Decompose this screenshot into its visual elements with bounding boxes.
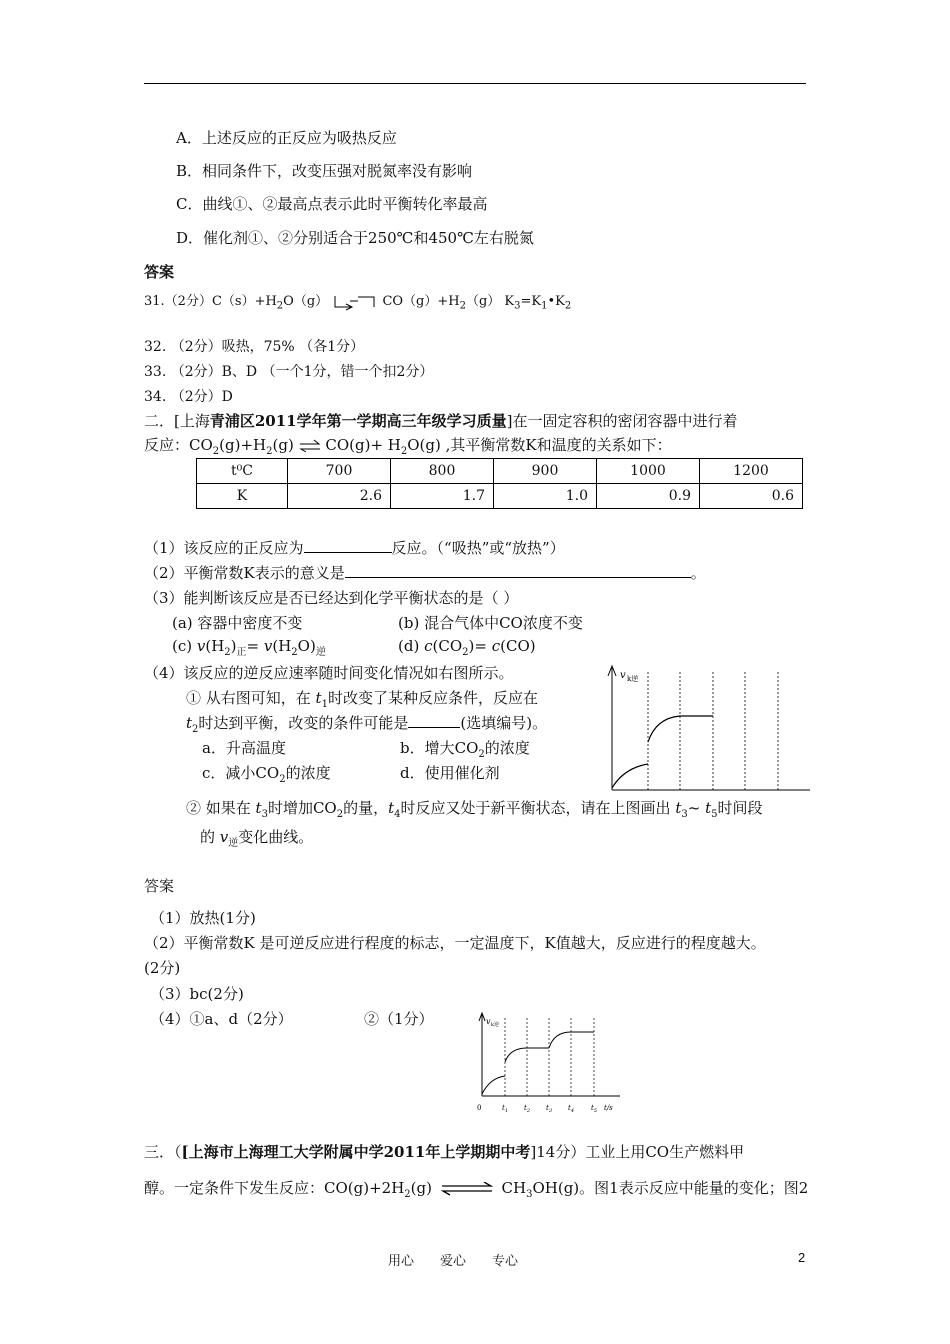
option-decrease-co2: c．减小$CO_2$的浓度 (202, 764, 331, 785)
table-row (197, 484, 803, 509)
equilibrium-constant-table (196, 458, 803, 509)
choice-d: (d) $c(CO_2)= c(CO)$ (398, 637, 536, 658)
table-cell: 800 (391, 459, 494, 484)
option-b: B．相同条件下，改变压强对脱氮率没有影响 (176, 162, 473, 180)
table-cell: 0.9 (597, 484, 700, 509)
question-2-4-part1: ① 从右图可知，在 $t_1$时改变了某种反应条件，反应在 (186, 689, 538, 710)
answer-34: 34. （2分）D (144, 389, 233, 405)
option-raise-temp: a．升高温度 (202, 739, 286, 757)
initial-curve (482, 1076, 505, 1094)
answer-33: 33. （2分）B、D （一个1分，错一个扣2分） (144, 364, 434, 380)
origin-label: 0 (477, 1104, 482, 1112)
table-row (197, 459, 803, 484)
answer-heading-2: 答案 (144, 877, 175, 895)
tick-t2: $t_2$ (524, 1104, 531, 1114)
question-2-4-part2: ② 如果在 $t_3$时增加$CO_2$的量，$t_4$时反应又处于新平衡状态，请在上图画出 $t_3\sim$ $t_5$时间段 (186, 799, 763, 820)
answer-2-3: （3）bc(2分) (150, 985, 244, 1003)
tick-t5: $t_5$ (591, 1104, 598, 1114)
answer-2-2: （2）平衡常数K 是可逆反应进行程度的标志，一定温度下，K值越大，反应进行的程度越大。 (144, 934, 766, 952)
option-a: A．上述反应的正反应为吸热反应 (176, 129, 397, 147)
answer-2-4: （4）①a、d（2分） (150, 1010, 293, 1028)
equilibrium-arrow-icon (332, 293, 378, 311)
option-increase-co2: b．增大$CO_2$的浓度 (400, 739, 530, 760)
answer-31: 31.（2分）$C(s)+H_2O(g)$ $CO(g)+H_2(g)$ $K_3=K_1•K_2$ (144, 294, 572, 312)
x-axis-label: t/s (604, 1104, 613, 1112)
question-3-reaction: 醇。一定条件下发生反应：$CO(g)+2H_2(g)$ $CH_3OH(g)$。图1表示反应中能量的变化；图2 (144, 1179, 809, 1200)
question-2-4: （4）该反应的逆反应速率随时间变化情况如右图所示。 (144, 664, 514, 682)
tick-t1: $t_1$ (502, 1104, 509, 1114)
y-axis-label-sub: k逆 (627, 675, 639, 683)
option-catalyst: d．使用催化剂 (400, 764, 500, 782)
choice-b: (b) 混合气体中CO浓度不变 (398, 614, 583, 632)
third-curve (549, 1032, 594, 1048)
answer-velocity-time-graph (470, 1010, 630, 1122)
table-cell: 900 (494, 459, 597, 484)
answer-32: 32. （2分）吸热，75% （各1分） (144, 339, 365, 355)
equilibrium-arrows-icon (441, 1182, 493, 1196)
table-cell: 1.0 (494, 484, 597, 509)
time-gridlines (505, 1018, 594, 1096)
tick-t3: $t_3$ (546, 1104, 553, 1114)
question-2-reaction: 反应：$CO_2(g)+H_2(g)$ $CO(g)+ H_2O(g)$ ,其平衡常数K和温度的关系如下： (144, 436, 672, 457)
option-c: C．曲线①、②最高点表示此时平衡转化率最高 (176, 195, 488, 213)
answer-2-2-score: (2分) (144, 959, 181, 977)
question-2-2: （2）平衡常数K表示的意义是 。 (144, 564, 706, 582)
table-cell: 2.6 (288, 484, 391, 509)
time-tick-labels (502, 1104, 613, 1114)
table-cell: 700 (288, 459, 391, 484)
reversible-arrow-icon (299, 439, 321, 453)
initial-curve (612, 764, 648, 788)
table-cell: 1.7 (391, 484, 494, 509)
table-cell: 1200 (700, 459, 803, 484)
page-number: 2 (798, 1250, 806, 1265)
table-header-k: K (197, 484, 288, 509)
header-rule (144, 83, 806, 84)
answer-2-4-part2: ②（1分） (364, 1010, 434, 1028)
question-2-3: （3）能判断该反应是否已经达到化学平衡状态的是（ ） (144, 589, 519, 607)
y-axis-label-sub: k逆 (491, 1022, 500, 1028)
answer-2-1: （1）放热(1分) (150, 909, 256, 927)
question-2-title: 二．[上海青浦区2011学年第一学期高三年级学习质量]在一固定容积的密闭容器中进行着 (144, 412, 738, 430)
tick-t4: $t_4$ (568, 1104, 575, 1114)
table-header-temp: t⁰C (197, 459, 288, 484)
new-equilibrium-curve (648, 716, 713, 742)
table-cell: 0.6 (700, 484, 803, 509)
question-3-title: 三．（[上海市上海理工大学附属中学2011年上学期期中考]14分）工业上用CO生产燃料甲 (144, 1143, 745, 1161)
footer-motto: 用心 爱心 专心 (388, 1254, 519, 1269)
velocity-time-graph (600, 660, 815, 820)
question-2-4-part1-cont: $t_2$时达到平衡，改变的条件可能是 (选填编号)。 (186, 714, 548, 735)
choice-c: (c) $v(H_2)_正= v(H_2O)_逆$ (172, 637, 326, 658)
answer-heading-1: 答案 (144, 263, 175, 281)
question-2-4-part2-cont: 的 $v_逆$变化曲线。 (200, 828, 314, 849)
y-axis-label: v (486, 1017, 491, 1026)
y-axis-label: v (620, 670, 626, 681)
option-d: D．催化剂①、②分别适合于250℃和450℃左右脱氮 (176, 229, 534, 247)
table-cell: 1000 (597, 459, 700, 484)
time-gridlines (648, 672, 778, 790)
question-2-1: （1）该反应的正反应为 反应。（“吸热”或“放热”） (144, 539, 565, 557)
choice-a: (a) 容器中密度不变 (172, 614, 303, 632)
